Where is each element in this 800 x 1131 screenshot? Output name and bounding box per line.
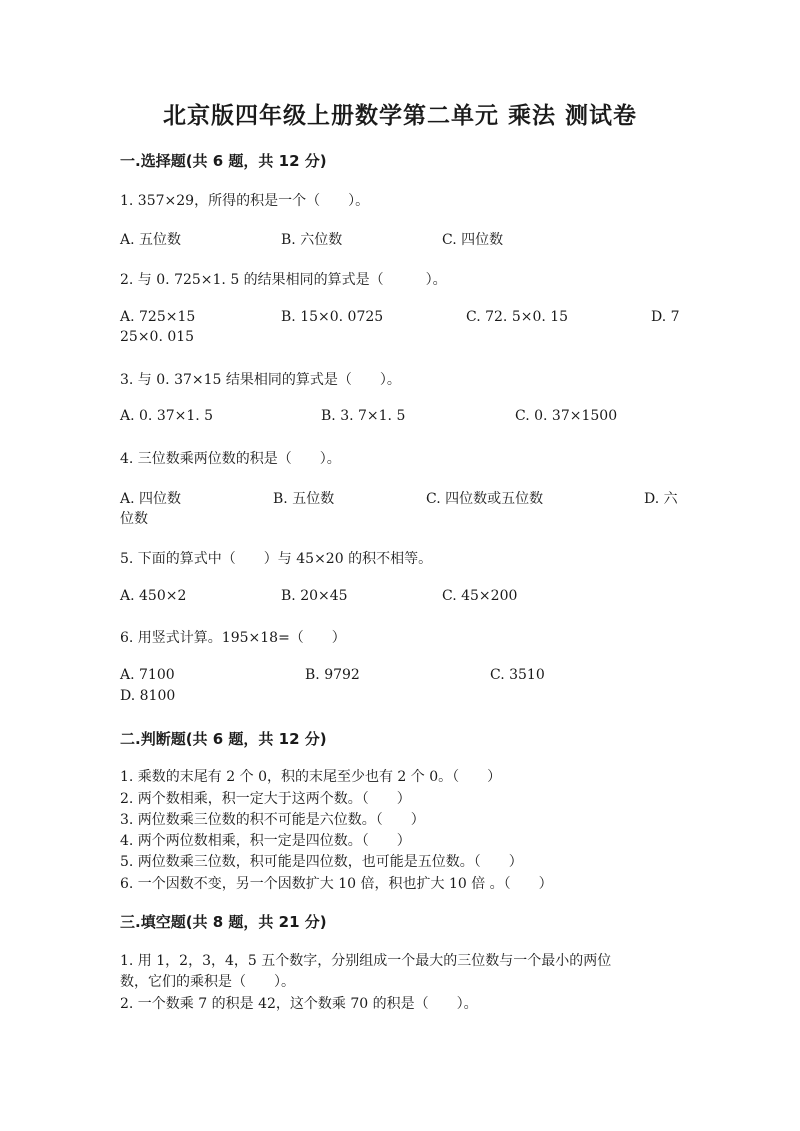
- section-heading-true-false: 二.判断题(共 6 题，共 12 分): [120, 730, 327, 748]
- question-5-option-b: B. 20×45: [281, 588, 348, 604]
- question-6-option-a: A. 7100: [120, 667, 175, 683]
- question-1-option-b: B. 六位数: [281, 232, 343, 248]
- question-3-option-b: B. 3. 7×1. 5: [321, 408, 406, 424]
- question-4-option-d: D. 六: [644, 491, 678, 507]
- question-4-option-b: B. 五位数: [273, 491, 335, 507]
- question-5-option-c: C. 45×200: [442, 588, 518, 604]
- question-6-stem: 6. 用竖式计算。195×18=（ ）: [120, 630, 346, 646]
- true-false-item-5: 5. 两位数乘三位数，积可能是四位数，也可能是五位数。（ ）: [120, 854, 523, 870]
- true-false-item-3: 3. 两位数乘三位数的积不可能是六位数。（ ）: [120, 812, 425, 828]
- question-2-option-c: C. 72. 5×0. 15: [466, 309, 569, 325]
- true-false-item-6: 6. 一个因数不变，另一个因数扩大 10 倍，积也扩大 10 倍 。（ ）: [120, 876, 553, 892]
- question-2-option-d-continued: 25×0. 015: [120, 329, 195, 345]
- question-3-option-c: C. 0. 37×1500: [515, 408, 618, 424]
- question-4-stem: 4. 三位数乘两位数的积是（ ）。: [120, 451, 341, 467]
- question-2-option-d: D. 7: [651, 309, 680, 325]
- question-6-option-c: C. 3510: [490, 667, 545, 683]
- question-3-stem: 3. 与 0. 37×15 结果相同的算式是（ ）。: [120, 372, 401, 388]
- question-4-option-c: C. 四位数或五位数: [426, 491, 544, 507]
- question-2-option-b: B. 15×0. 0725: [281, 309, 384, 325]
- fill-blank-item-1-continued: 数，它们的乘积是（ ）。: [120, 974, 295, 990]
- true-false-item-1: 1. 乘数的末尾有 2 个 0，积的末尾至少也有 2 个 0。（ ）: [120, 769, 502, 785]
- fill-blank-item-2: 2. 一个数乘 7 的积是 42，这个数乘 70 的积是（ ）。: [120, 996, 478, 1012]
- true-false-item-4: 4. 两个两位数相乘，积一定是四位数。（ ）: [120, 833, 411, 849]
- question-6-option-d: D. 8100: [120, 688, 176, 704]
- page-title: 北京版四年级上册数学第二单元 乘法 测试卷: [162, 103, 637, 129]
- question-3-option-a: A. 0. 37×1. 5: [120, 408, 214, 424]
- question-1-option-c: C. 四位数: [442, 232, 504, 248]
- question-5-stem: 5. 下面的算式中（ ）与 45×20 的积不相等。: [120, 551, 433, 567]
- question-2-option-a: A. 725×15: [120, 309, 196, 325]
- question-4-option-d-continued: 位数: [120, 511, 148, 527]
- section-heading-choice: 一.选择题(共 6 题，共 12 分): [120, 152, 327, 170]
- true-false-item-2: 2. 两个数相乘，积一定大于这两个数。（ ）: [120, 791, 411, 807]
- question-4-option-a: A. 四位数: [120, 491, 182, 507]
- question-5-option-a: A. 450×2: [120, 588, 187, 604]
- section-heading-fill-blank: 三.填空题(共 8 题，共 21 分): [120, 913, 327, 931]
- question-2-stem: 2. 与 0. 725×1. 5 的结果相同的算式是（ ）。: [120, 272, 447, 288]
- question-6-option-b: B. 9792: [305, 667, 360, 683]
- fill-blank-item-1: 1. 用 1，2，3，4，5 五个数字，分别组成一个最大的三位数与一个最小的两位: [120, 953, 612, 969]
- question-1-stem: 1. 357×29，所得的积是一个（ ）。: [120, 193, 370, 209]
- question-1-option-a: A. 五位数: [120, 232, 182, 248]
